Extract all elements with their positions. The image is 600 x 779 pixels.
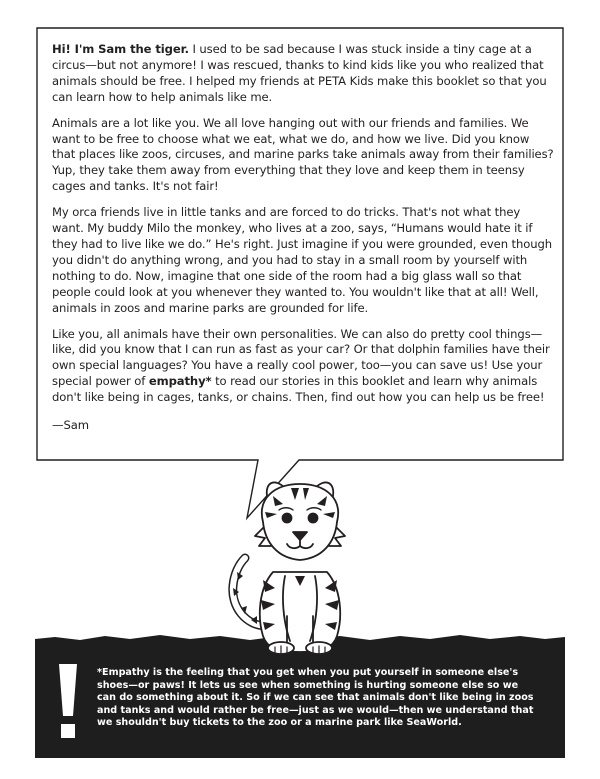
empathy-term: empathy*	[148, 374, 212, 389]
orca-paragraph: My orca friends live in little tanks and are forced to do tricks. That's not what they want. My buddy Milo the monkey, who lives at a zoo, says, “Humans would hate it if they had to live like we do.” He's right. Just imagine if you were grounded, even though you didn't do anything wrong, and you had to stay in a small room by yourself with nothing to do. Now, imagine that one side of the room had a big glass wall so that people could look at you whenever they wanted to. You wouldn't like that at all! Well, animals in zoos and marine parks are grounded for life.	[52, 205, 552, 315]
intro-paragraph	[52, 42, 554, 106]
signature: —Sam	[52, 418, 89, 433]
tiger-icon	[215, 476, 385, 656]
intro-text: I used to be sad because I was stuck inside a tiny cage at a circus—but not anymore! I was rescued, thanks to kind kids like you who realized that animals should be free. I helped my friends at PETA Kids make this booklet so that you can learn how to help animals like me.	[52, 42, 547, 104]
exclamation-icon	[56, 664, 80, 744]
empathy-text-after: to read our stories in this booklet and learn why animals don't like being in cages, tanks, or chains. Then, find out how you can help us be free!	[52, 374, 545, 405]
empathy-text-before: Like you, all animals have their own personalities. We can also do pretty cool things—like, did you know that I can run as fast as your car? Or that dolphin families have their own special languages? You have a really cool power, too—you can save us! Use your special power of	[52, 326, 550, 389]
speech-bubble-text	[52, 42, 554, 444]
empathy-footnote: *Empathy is the feeling that you get when you put yourself in someone else's shoes—or paws! It lets us see when something is hurting someone else so we can do something about it. So if we can see that animals don't like being in zoos and tanks and would rather be free—just as we would—then we understand that we shouldn't buy tickets to the zoo or a marine park like SeaWorld.	[97, 667, 534, 729]
animals-paragraph: Animals are a lot like you. We all love hanging out with our friends and families. We want to be free to choose what we eat, what we do, and how we live. Did you know that places like zoos, circuses, and marine parks take animals away from their families? Yup, they take them away from everything that they love and keep them in teensy cages and tanks. It's not fair!	[52, 115, 554, 194]
intro-heading: Hi! I'm Sam the tiger.	[52, 42, 189, 56]
empathy-paragraph	[52, 327, 554, 407]
